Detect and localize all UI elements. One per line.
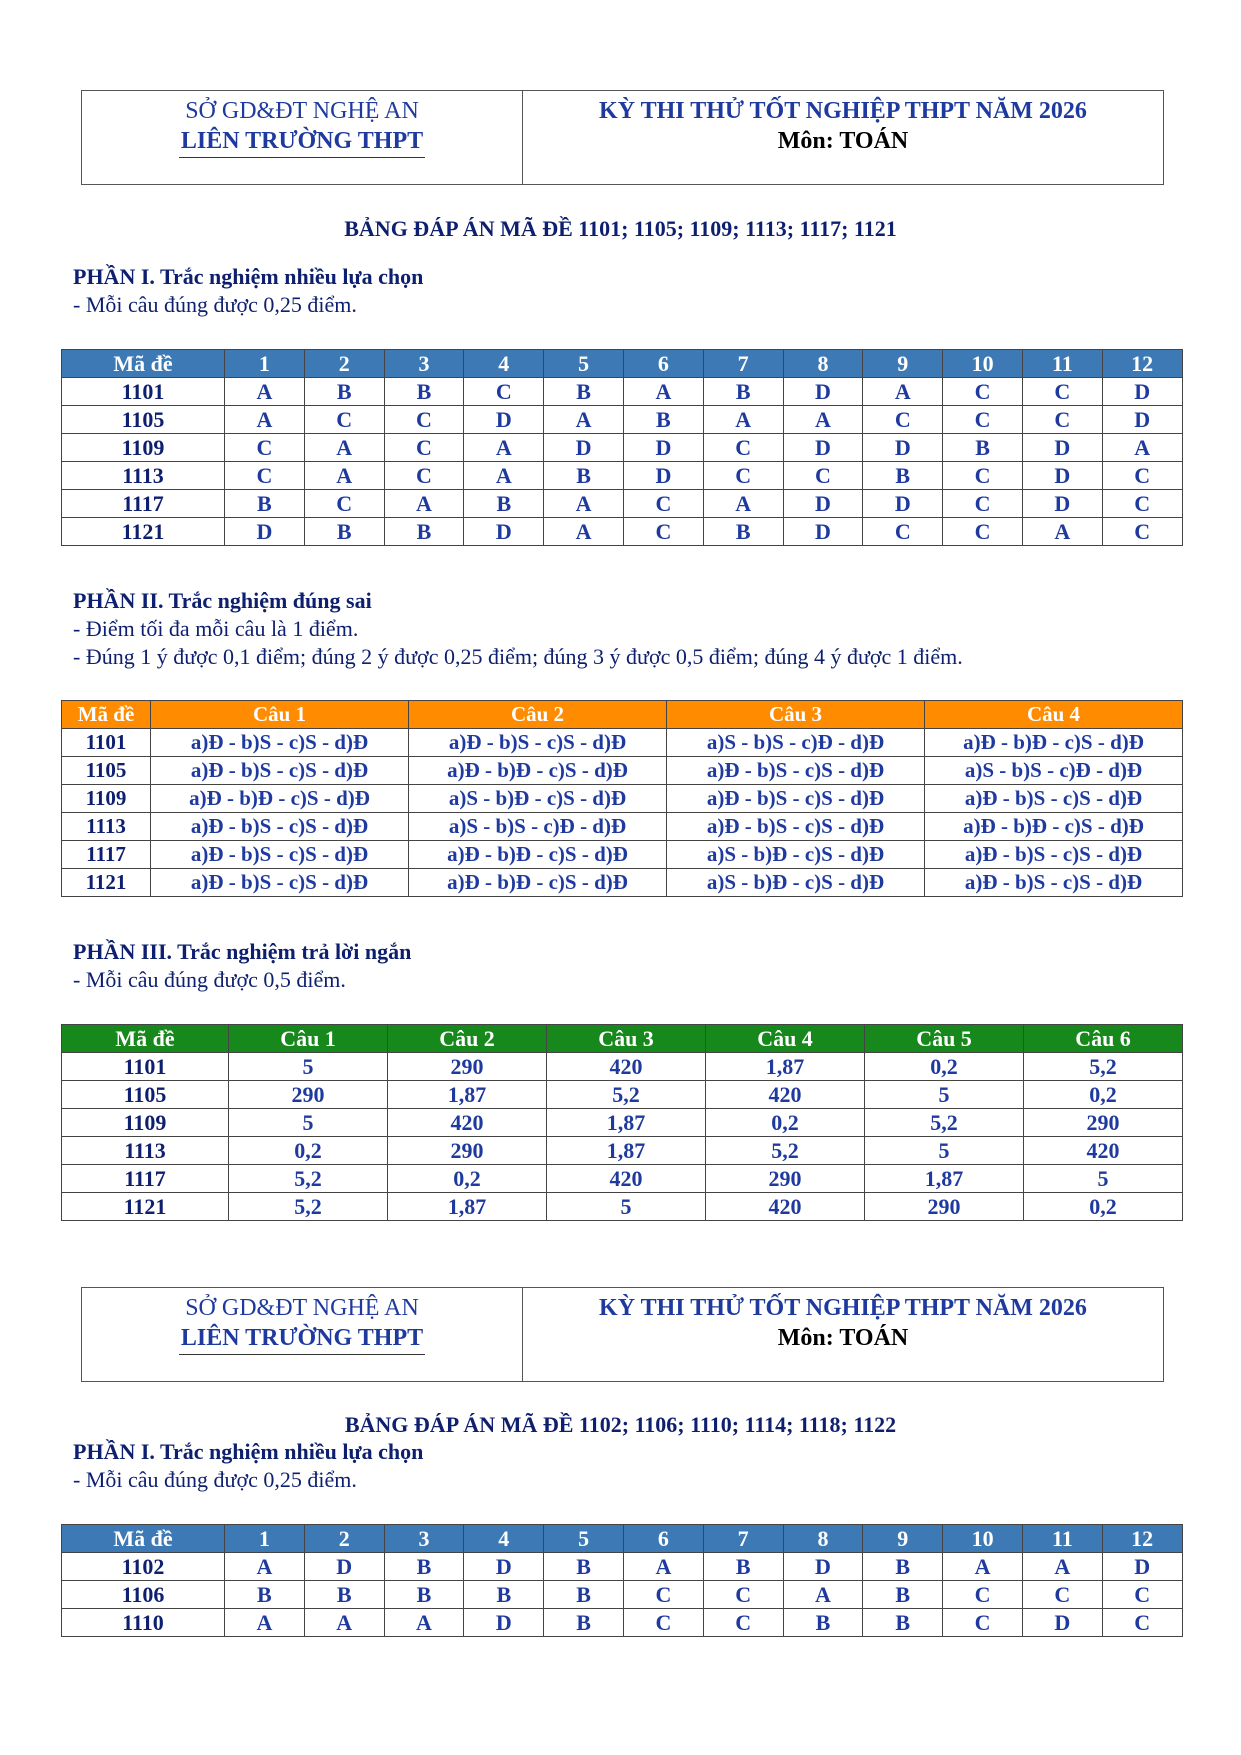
- answer-cell: C: [783, 462, 863, 490]
- answer-cell: A: [703, 406, 783, 434]
- exam-code-cell: 1105: [62, 757, 151, 785]
- answer-cell: A: [943, 1553, 1023, 1581]
- answer-cell: A: [863, 378, 943, 406]
- answer-cell: 0,2: [229, 1137, 388, 1165]
- column-header: 6: [623, 350, 703, 378]
- answer-cell: 420: [706, 1081, 865, 1109]
- answer-cell: D: [1102, 406, 1182, 434]
- subject-label: Môn: TOÁN: [777, 1325, 909, 1351]
- answer-cell: B: [544, 1553, 624, 1581]
- answer-cell: C: [1022, 1581, 1102, 1609]
- table-row: [62, 1081, 1183, 1109]
- school-name: LIÊN TRƯỜNG THPT: [179, 1324, 425, 1355]
- column-header: 8: [783, 1525, 863, 1553]
- answer-cell: A: [703, 490, 783, 518]
- answer-cell: 0,2: [1024, 1081, 1183, 1109]
- answer-cell: A: [783, 406, 863, 434]
- column-header: Câu 5: [865, 1025, 1024, 1053]
- answer-cell: A: [1022, 518, 1102, 546]
- answer-cell: B: [703, 518, 783, 546]
- table-row: [62, 869, 1183, 897]
- column-header: 1: [225, 1525, 305, 1553]
- answer-cell: 420: [547, 1165, 706, 1193]
- exam-code-cell: 1106: [62, 1581, 225, 1609]
- answer-cell: D: [783, 1553, 863, 1581]
- column-header: 4: [464, 1525, 544, 1553]
- answer-cell: C: [464, 378, 544, 406]
- part3-answer-table: [61, 1024, 1183, 1221]
- answer-cell: D: [1102, 378, 1182, 406]
- answer-cell: C: [943, 406, 1023, 434]
- answer-cell: B: [623, 406, 703, 434]
- header-right-cell: [523, 1288, 1163, 1381]
- exam-code-cell: 1109: [62, 785, 151, 813]
- answer-cell: B: [384, 378, 464, 406]
- answer-cell: D: [1022, 434, 1102, 462]
- column-header: Câu 6: [1024, 1025, 1183, 1053]
- answer-cell: B: [783, 1609, 863, 1637]
- exam-code-cell: 1101: [62, 378, 225, 406]
- answer-cell: 5: [547, 1193, 706, 1221]
- answer-cell: 5,2: [1024, 1053, 1183, 1081]
- answer-cell: B: [863, 1609, 943, 1637]
- exam-code-cell: 1117: [62, 490, 225, 518]
- answer-cell: 290: [388, 1137, 547, 1165]
- part3-heading: PHẦN III. Trắc nghiệm trả lời ngắn: [73, 939, 412, 964]
- answer-cell: A: [384, 1609, 464, 1637]
- exam-code-cell: 1113: [62, 813, 151, 841]
- header-left-cell: [82, 1288, 523, 1381]
- answer-cell: C: [1102, 462, 1182, 490]
- table-row: [62, 1137, 1183, 1165]
- answer-cell: D: [1022, 490, 1102, 518]
- answer-cell: C: [623, 1581, 703, 1609]
- column-header: 7: [703, 350, 783, 378]
- answer-cell: A: [304, 434, 384, 462]
- answer-cell: 5: [229, 1053, 388, 1081]
- table-row: [62, 1193, 1183, 1221]
- answer-cell: D: [1102, 1553, 1182, 1581]
- column-header: Câu 3: [547, 1025, 706, 1053]
- answer-cell: D: [863, 434, 943, 462]
- answer-cell: A: [1102, 434, 1182, 462]
- answer-cell: C: [623, 518, 703, 546]
- answer-cell: a)Đ - b)S - c)S - d)Đ: [151, 869, 409, 897]
- part3-note: - Mỗi câu đúng được 0,5 điểm.: [73, 967, 346, 992]
- column-header: Câu 4: [925, 701, 1183, 729]
- table-header-row: [62, 1525, 1183, 1553]
- answer-cell: A: [225, 1609, 305, 1637]
- exam-code-cell: 1117: [62, 841, 151, 869]
- answer-cell: a)Đ - b)S - c)S - d)Đ: [925, 841, 1183, 869]
- answer-cell: 1,87: [388, 1081, 547, 1109]
- column-header: 7: [703, 1525, 783, 1553]
- answer-cell: a)Đ - b)S - c)S - d)Đ: [667, 813, 925, 841]
- table-row: [62, 490, 1183, 518]
- answer-cell: a)Đ - b)S - c)S - d)Đ: [151, 841, 409, 869]
- answer-cell: D: [1022, 462, 1102, 490]
- answer-cell: B: [863, 462, 943, 490]
- answer-cell: B: [384, 1553, 464, 1581]
- answer-cell: A: [304, 1609, 384, 1637]
- column-header-code: Mã đề: [62, 1525, 225, 1553]
- column-header: 10: [943, 350, 1023, 378]
- answer-cell: C: [703, 462, 783, 490]
- table-row: [62, 518, 1183, 546]
- answer-cell: 290: [865, 1193, 1024, 1221]
- answer-cell: 0,2: [865, 1053, 1024, 1081]
- exam-code-cell: 1109: [62, 434, 225, 462]
- column-header: 6: [623, 1525, 703, 1553]
- answer-cell: 5: [865, 1137, 1024, 1165]
- answer-cell: D: [623, 462, 703, 490]
- answer-cell: 290: [229, 1081, 388, 1109]
- table-row: [62, 841, 1183, 869]
- answer-cell: 5: [865, 1081, 1024, 1109]
- column-header: 11: [1022, 350, 1102, 378]
- answer-cell: B: [703, 378, 783, 406]
- answer-cell: 5,2: [547, 1081, 706, 1109]
- table-row: [62, 785, 1183, 813]
- answer-cell: B: [863, 1581, 943, 1609]
- exam-header-2: [81, 1287, 1164, 1382]
- answer-cell: B: [304, 378, 384, 406]
- table-header-row: [62, 350, 1183, 378]
- table-row: [62, 1553, 1183, 1581]
- answer-key-title-1: BẢNG ĐÁP ÁN MÃ ĐỀ 1101; 1105; 1109; 1113; 1117; 1121: [344, 216, 897, 241]
- answer-cell: A: [464, 434, 544, 462]
- answer-cell: B: [304, 1581, 384, 1609]
- column-header-code: Mã đề: [62, 1025, 229, 1053]
- answer-cell: a)S - b)Đ - c)S - d)Đ: [667, 841, 925, 869]
- table-row: [62, 1609, 1183, 1637]
- exam-code-cell: 1101: [62, 729, 151, 757]
- exam-code-cell: 1121: [62, 869, 151, 897]
- part1-heading: PHẦN I. Trắc nghiệm nhiều lựa chọn: [73, 264, 424, 289]
- answer-cell: 0,2: [706, 1109, 865, 1137]
- answer-cell: B: [544, 1581, 624, 1609]
- answer-cell: C: [703, 1609, 783, 1637]
- column-header: 5: [544, 350, 624, 378]
- answer-cell: C: [943, 1609, 1023, 1637]
- answer-cell: a)Đ - b)S - c)S - d)Đ: [667, 757, 925, 785]
- answer-cell: 5,2: [229, 1193, 388, 1221]
- part2-heading: PHẦN II. Trắc nghiệm đúng sai: [73, 588, 372, 613]
- department-name: SỞ GD&ĐT NGHỆ AN: [185, 1295, 419, 1321]
- answer-cell: C: [943, 518, 1023, 546]
- answer-cell: C: [384, 434, 464, 462]
- answer-cell: C: [863, 406, 943, 434]
- exam-code-cell: 1102: [62, 1553, 225, 1581]
- answer-cell: C: [943, 378, 1023, 406]
- answer-cell: D: [304, 1553, 384, 1581]
- exam-code-cell: 1113: [62, 462, 225, 490]
- answer-cell: B: [544, 462, 624, 490]
- answer-cell: a)S - b)Đ - c)S - d)Đ: [409, 785, 667, 813]
- column-header-code: Mã đề: [62, 350, 225, 378]
- column-header: Câu 1: [151, 701, 409, 729]
- column-header: 12: [1102, 1525, 1182, 1553]
- table-row: [62, 1109, 1183, 1137]
- part1-heading-2: PHẦN I. Trắc nghiệm nhiều lựa chọn: [73, 1439, 424, 1464]
- column-header: 12: [1102, 350, 1182, 378]
- answer-cell: B: [384, 1581, 464, 1609]
- answer-cell: C: [384, 462, 464, 490]
- answer-cell: C: [623, 1609, 703, 1637]
- answer-cell: C: [703, 1581, 783, 1609]
- exam-code-cell: 1105: [62, 406, 225, 434]
- answer-cell: A: [544, 490, 624, 518]
- column-header: Câu 2: [388, 1025, 547, 1053]
- table-row: [62, 434, 1183, 462]
- answer-cell: a)Đ - b)Đ - c)S - d)Đ: [409, 841, 667, 869]
- column-header: Câu 4: [706, 1025, 865, 1053]
- table-row: [62, 757, 1183, 785]
- answer-cell: 5,2: [229, 1165, 388, 1193]
- answer-cell: C: [1102, 518, 1182, 546]
- answer-cell: B: [544, 1609, 624, 1637]
- answer-cell: a)Đ - b)Đ - c)S - d)Đ: [409, 869, 667, 897]
- table-row: [62, 813, 1183, 841]
- department-name: SỞ GD&ĐT NGHỆ AN: [185, 98, 419, 124]
- column-header: 4: [464, 350, 544, 378]
- column-header: 8: [783, 350, 863, 378]
- answer-cell: A: [225, 406, 305, 434]
- answer-cell: C: [384, 406, 464, 434]
- answer-cell: 1,87: [865, 1165, 1024, 1193]
- answer-cell: C: [225, 462, 305, 490]
- answer-cell: 1,87: [388, 1193, 547, 1221]
- answer-cell: B: [464, 1581, 544, 1609]
- answer-cell: A: [464, 462, 544, 490]
- column-header: Câu 1: [229, 1025, 388, 1053]
- answer-cell: C: [304, 490, 384, 518]
- answer-cell: D: [225, 518, 305, 546]
- table-row: [62, 378, 1183, 406]
- answer-cell: D: [464, 1553, 544, 1581]
- answer-cell: C: [943, 462, 1023, 490]
- column-header: 2: [304, 350, 384, 378]
- answer-cell: C: [863, 518, 943, 546]
- answer-cell: 5: [1024, 1165, 1183, 1193]
- part2-answer-table: [61, 700, 1183, 897]
- answer-cell: a)Đ - b)S - c)S - d)Đ: [151, 757, 409, 785]
- answer-key-title-2: BẢNG ĐÁP ÁN MÃ ĐỀ 1102; 1106; 1110; 1114; 1118; 1122: [344, 1412, 897, 1437]
- part1-answer-table-2: [61, 1524, 1183, 1637]
- exam-header-1: [81, 90, 1164, 185]
- table-row: [62, 462, 1183, 490]
- answer-cell: A: [225, 1553, 305, 1581]
- answer-cell: 0,2: [1024, 1193, 1183, 1221]
- table-row: [62, 729, 1183, 757]
- subject-label: Môn: TOÁN: [777, 128, 909, 154]
- answer-cell: C: [1022, 378, 1102, 406]
- part2-note-max: - Điểm tối đa mỗi câu là 1 điểm.: [73, 616, 359, 641]
- answer-cell: 420: [1024, 1137, 1183, 1165]
- answer-cell: 290: [1024, 1109, 1183, 1137]
- answer-cell: a)S - b)S - c)Đ - d)Đ: [667, 729, 925, 757]
- answer-cell: B: [225, 490, 305, 518]
- answer-cell: 290: [388, 1053, 547, 1081]
- answer-cell: B: [703, 1553, 783, 1581]
- table-row: [62, 1581, 1183, 1609]
- column-header: 3: [384, 1525, 464, 1553]
- answer-cell: A: [623, 378, 703, 406]
- answer-cell: 0,2: [388, 1165, 547, 1193]
- part1-note: - Mỗi câu đúng được 0,25 điểm.: [73, 292, 357, 317]
- answer-cell: 1,87: [706, 1053, 865, 1081]
- answer-cell: 5: [229, 1109, 388, 1137]
- answer-cell: 420: [547, 1053, 706, 1081]
- answer-cell: a)Đ - b)S - c)S - d)Đ: [151, 729, 409, 757]
- answer-cell: a)S - b)S - c)Đ - d)Đ: [409, 813, 667, 841]
- answer-cell: A: [384, 490, 464, 518]
- column-header: 10: [943, 1525, 1023, 1553]
- answer-cell: A: [1022, 1553, 1102, 1581]
- answer-cell: 420: [706, 1193, 865, 1221]
- answer-cell: B: [384, 518, 464, 546]
- answer-cell: C: [225, 434, 305, 462]
- column-header: 1: [225, 350, 305, 378]
- exam-code-cell: 1117: [62, 1165, 229, 1193]
- exam-code-cell: 1113: [62, 1137, 229, 1165]
- answer-cell: D: [783, 490, 863, 518]
- answer-cell: D: [464, 406, 544, 434]
- answer-cell: B: [304, 518, 384, 546]
- answer-cell: D: [464, 1609, 544, 1637]
- answer-cell: D: [783, 378, 863, 406]
- answer-cell: 1,87: [547, 1109, 706, 1137]
- table-row: [62, 406, 1183, 434]
- answer-cell: C: [1022, 406, 1102, 434]
- answer-cell: a)Đ - b)S - c)S - d)Đ: [925, 869, 1183, 897]
- answer-cell: a)Đ - b)Đ - c)S - d)Đ: [925, 813, 1183, 841]
- answer-cell: C: [304, 406, 384, 434]
- table-row: [62, 1053, 1183, 1081]
- answer-cell: C: [943, 490, 1023, 518]
- answer-cell: C: [943, 1581, 1023, 1609]
- answer-cell: B: [943, 434, 1023, 462]
- column-header: 3: [384, 350, 464, 378]
- answer-cell: C: [1102, 490, 1182, 518]
- table-header-row: [62, 1025, 1183, 1053]
- column-header: 11: [1022, 1525, 1102, 1553]
- header-right-cell: [523, 91, 1163, 184]
- answer-cell: 1,87: [547, 1137, 706, 1165]
- answer-cell: 290: [706, 1165, 865, 1193]
- answer-cell: C: [1102, 1581, 1182, 1609]
- answer-cell: a)S - b)S - c)Đ - d)Đ: [925, 757, 1183, 785]
- answer-cell: B: [863, 1553, 943, 1581]
- answer-cell: D: [623, 434, 703, 462]
- answer-cell: A: [225, 378, 305, 406]
- exam-code-cell: 1101: [62, 1053, 229, 1081]
- answer-cell: a)Đ - b)S - c)S - d)Đ: [151, 813, 409, 841]
- answer-cell: C: [1102, 1609, 1182, 1637]
- answer-cell: a)Đ - b)Đ - c)S - d)Đ: [925, 729, 1183, 757]
- answer-cell: D: [783, 518, 863, 546]
- column-header: 9: [863, 350, 943, 378]
- exam-code-cell: 1121: [62, 518, 225, 546]
- answer-cell: A: [304, 462, 384, 490]
- answer-cell: D: [1022, 1609, 1102, 1637]
- answer-cell: 5,2: [706, 1137, 865, 1165]
- answer-cell: C: [703, 434, 783, 462]
- exam-code-cell: 1109: [62, 1109, 229, 1137]
- answer-cell: 5,2: [865, 1109, 1024, 1137]
- answer-cell: C: [623, 490, 703, 518]
- column-header: 5: [544, 1525, 624, 1553]
- column-header: Câu 3: [667, 701, 925, 729]
- exam-code-cell: 1110: [62, 1609, 225, 1637]
- answer-cell: D: [464, 518, 544, 546]
- answer-cell: A: [544, 518, 624, 546]
- column-header-code: Mã đề: [62, 701, 151, 729]
- exam-title: KỲ THI THỬ TỐT NGHIỆP THPT NĂM 2026: [599, 98, 1087, 124]
- answer-cell: a)Đ - b)S - c)S - d)Đ: [925, 785, 1183, 813]
- answer-cell: A: [544, 406, 624, 434]
- answer-cell: a)Đ - b)S - c)S - d)Đ: [667, 785, 925, 813]
- exam-title: KỲ THI THỬ TỐT NGHIỆP THPT NĂM 2026: [599, 1295, 1087, 1321]
- answer-cell: a)S - b)Đ - c)S - d)Đ: [667, 869, 925, 897]
- answer-cell: D: [863, 490, 943, 518]
- exam-code-cell: 1121: [62, 1193, 229, 1221]
- part1-note-2: - Mỗi câu đúng được 0,25 điểm.: [73, 1467, 357, 1492]
- answer-cell: D: [783, 434, 863, 462]
- answer-cell: a)Đ - b)S - c)S - d)Đ: [409, 729, 667, 757]
- school-name: LIÊN TRƯỜNG THPT: [179, 127, 425, 158]
- column-header: 9: [863, 1525, 943, 1553]
- part1-answer-table: [61, 349, 1183, 546]
- answer-cell: a)Đ - b)Đ - c)S - d)Đ: [409, 757, 667, 785]
- answer-cell: A: [783, 1581, 863, 1609]
- answer-cell: B: [544, 378, 624, 406]
- answer-cell: B: [225, 1581, 305, 1609]
- table-header-row: [62, 701, 1183, 729]
- answer-cell: A: [623, 1553, 703, 1581]
- column-header: 2: [304, 1525, 384, 1553]
- column-header: Câu 2: [409, 701, 667, 729]
- answer-cell: B: [464, 490, 544, 518]
- answer-cell: 420: [388, 1109, 547, 1137]
- exam-code-cell: 1105: [62, 1081, 229, 1109]
- answer-cell: D: [544, 434, 624, 462]
- part2-note-scoring: - Đúng 1 ý được 0,1 điểm; đúng 2 ý được 0,25 điểm; đúng 3 ý được 0,5 điểm; đúng 4 ý được 1 điểm.: [73, 644, 963, 669]
- header-left-cell: [82, 91, 523, 184]
- answer-cell: a)Đ - b)Đ - c)S - d)Đ: [151, 785, 409, 813]
- table-row: [62, 1165, 1183, 1193]
